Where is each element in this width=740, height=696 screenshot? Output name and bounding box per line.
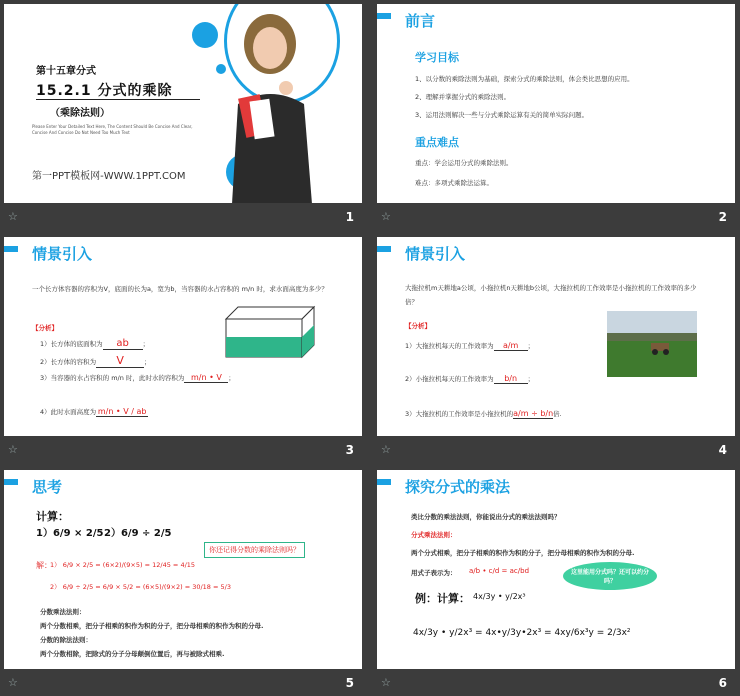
key-item: 难点：多项式乘除法运算。 bbox=[415, 179, 493, 187]
slide-number: 3 bbox=[345, 443, 354, 457]
step-2: 2）小拖拉机每天的工作效率为 b/n ； bbox=[405, 374, 535, 383]
step-1: 1）长方体的底面积为 ab ； bbox=[40, 338, 150, 349]
slide-footer bbox=[377, 203, 735, 229]
step-3: 3）当容器的水占容积的 m/n 时，此时水的容积为 m/n • V ； bbox=[40, 373, 235, 382]
problem-text: 一个长方体容器的容积为V，底面的长为a，宽为b，当容器的水占容积的 m/n 时，求水面高度为多少？ bbox=[32, 285, 328, 293]
star-icon[interactable]: ☆ bbox=[381, 443, 391, 456]
slide-number: 1 bbox=[345, 210, 354, 224]
thought-bubble: 这里能用分式吗？还可以约分吗？ bbox=[563, 562, 657, 590]
result-expression: 4x/3y • y/2x³ = 4x•y/3y•2x³ = 4xy/6x³y = 2/3x² bbox=[413, 628, 631, 638]
slide-number: 2 bbox=[718, 210, 727, 224]
slide-title: 情景引入 bbox=[32, 245, 93, 263]
slide-header bbox=[377, 4, 735, 38]
slide-title: 情景引入 bbox=[405, 245, 466, 263]
water-tank-illustration bbox=[222, 303, 318, 359]
step-2: 2）长方体的容积为 V ； bbox=[40, 354, 151, 367]
slide-footer bbox=[377, 669, 735, 695]
slide-header bbox=[4, 237, 362, 271]
question-text: 类比分数的乘法法则，你能说出分式的乘法法则吗？ bbox=[411, 513, 561, 521]
slide-5[interactable] bbox=[4, 470, 362, 695]
solution-line-1: 1） 6/9 × 2/5 = (6×2)/(9×5) = 12/45 = 4/15 bbox=[50, 561, 196, 569]
slide-1[interactable] bbox=[4, 4, 362, 229]
slide-footer bbox=[4, 203, 362, 229]
calc-item-1: 1）6/9 × 2/5 bbox=[36, 528, 104, 539]
goal-item: 3、运用法则解决一些与分式乘除运算有关的简单实际问题。 bbox=[415, 111, 589, 119]
slide-footer bbox=[4, 669, 362, 695]
rule-head-2: 分数的除法法则： bbox=[40, 636, 92, 644]
rule-head-1: 分数乘法法则： bbox=[40, 608, 86, 616]
note-box: 你还记得分数的乘除法则吗？ bbox=[204, 542, 305, 558]
title-underline bbox=[36, 99, 200, 100]
goal-item: 1、以分数的乘除法则为基础，探索分式的乘除法则，体会类比思想的应用。 bbox=[415, 75, 634, 83]
solution-label: 解： bbox=[36, 561, 52, 570]
step-4: 4）此时水面高度为 m/n • V / ab bbox=[40, 407, 147, 416]
slide-6[interactable] bbox=[377, 470, 735, 695]
lesson-title: 15.2.1 分式的乘除 bbox=[36, 83, 173, 99]
formula-label: 用式子表示为： bbox=[411, 569, 457, 577]
student-illustration bbox=[212, 4, 322, 204]
calc-item-2: 2）6/9 ÷ 2/5 bbox=[104, 528, 172, 539]
calc-label: 计算： bbox=[36, 510, 69, 523]
slide-3[interactable] bbox=[4, 237, 362, 462]
example-label: 例：计算： bbox=[415, 592, 470, 605]
slide-number: 5 bbox=[345, 676, 354, 690]
slide-2[interactable] bbox=[377, 4, 735, 229]
rule-text: 两个分式相乘，把分子相乘的积作为积的分子，把分母相乘的积作为积的分母. bbox=[411, 549, 635, 557]
chapter-title: 第十五章分式 bbox=[36, 66, 96, 77]
tagline: Please Enter Your Detailed Text Here, The Content Should Be Concise And Clear, Concise And Concise Do Not Need Too Much Text bbox=[32, 124, 193, 135]
formula: a/b • c/d = ac/bd bbox=[469, 567, 530, 575]
analysis-label: 【分析】 bbox=[32, 324, 58, 332]
goals-heading: 学习目标 bbox=[415, 51, 459, 64]
step-1: 1）大拖拉机每天的工作效率为 a/m ； bbox=[405, 341, 535, 350]
solution-line-2: 2） 6/9 ÷ 2/5 = 6/9 × 5/2 = (6×5)/(9×2) = 30/18 = 5/3 bbox=[50, 583, 231, 591]
slide-number: 4 bbox=[718, 443, 727, 457]
goal-item: 2、理解并掌握分式的乘除法则。 bbox=[415, 93, 511, 101]
slide-header bbox=[4, 470, 362, 504]
slide-footer bbox=[4, 436, 362, 462]
key-item: 重点：学会运用分式的乘除法则。 bbox=[415, 159, 513, 167]
slide-header bbox=[377, 237, 735, 271]
star-icon[interactable]: ☆ bbox=[8, 676, 18, 689]
rule-body-2: 两个分数相除，把除式的分子分母颠倒位置后，再与被除式相乘. bbox=[40, 650, 225, 658]
slide-footer bbox=[377, 436, 735, 462]
star-icon[interactable]: ☆ bbox=[8, 443, 18, 456]
rule-label: 分式乘法法则： bbox=[411, 531, 457, 539]
star-icon[interactable]: ☆ bbox=[381, 676, 391, 689]
slide-title: 探究分式的乘法 bbox=[405, 478, 511, 496]
problem-text: 大拖拉机m天耕地a公顷，小拖拉机n天耕地b公顷，大拖拉机的工作效率是小拖拉机的工作效率的多少倍？ bbox=[405, 284, 697, 306]
slide-title: 思考 bbox=[32, 478, 63, 496]
brand-text: 第一PPT模板网-WWW.1PPT.COM bbox=[32, 171, 186, 182]
slide-number: 6 bbox=[718, 676, 727, 690]
tractor-field-photo bbox=[607, 311, 697, 377]
slide-header bbox=[377, 470, 735, 504]
slide-title: 前言 bbox=[405, 12, 436, 30]
star-icon[interactable]: ☆ bbox=[8, 210, 18, 223]
rule-body-1: 两个分数相乘，把分子相乘的积作为积的分子，把分母相乘的积作为积的分母. bbox=[40, 622, 264, 630]
keys-heading: 重点难点 bbox=[415, 136, 459, 149]
analysis-label: 【分析】 bbox=[405, 322, 431, 330]
slide-4[interactable] bbox=[377, 237, 735, 462]
subtitle: （乘除法则） bbox=[50, 108, 110, 119]
star-icon[interactable]: ☆ bbox=[381, 210, 391, 223]
example-expression: 4x/3y • y/2x³ bbox=[473, 592, 526, 601]
step-3: 3）大拖拉机的工作效率是小拖拉机的a/m ÷ b/n倍. bbox=[405, 409, 562, 418]
